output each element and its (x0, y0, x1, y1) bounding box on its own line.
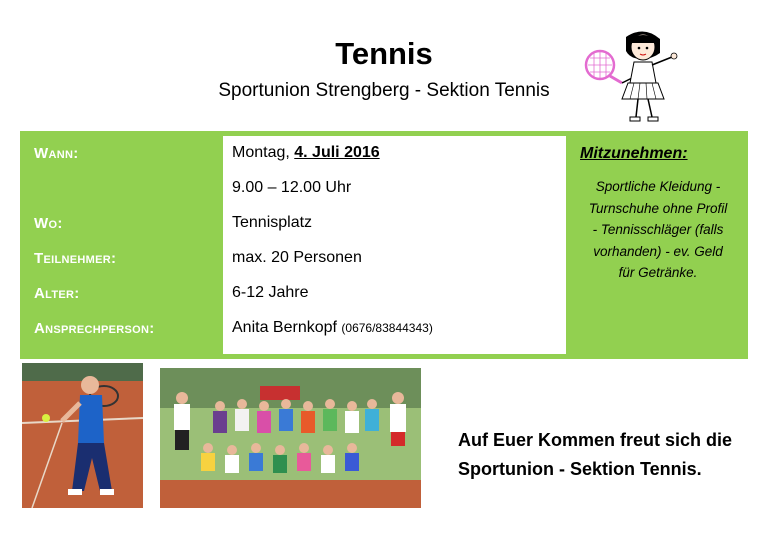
event-date: 4. Juli 2016 (294, 144, 380, 161)
time-value: 9.00 – 12.00 Uhr (232, 179, 352, 196)
group-photo (160, 368, 421, 508)
contact-phone: (0676/83844343) (341, 321, 433, 335)
location-value: Tennisplatz (232, 214, 313, 231)
bring-heading: Mitzunehmen: (580, 145, 688, 162)
boy-tennis-photo (22, 363, 143, 508)
bring-list (572, 176, 744, 284)
participants-value: max. 20 Personen (232, 249, 362, 266)
closing-message (458, 426, 732, 484)
bring-line: für Getränke. (618, 265, 698, 280)
page-title: Tennis (335, 36, 433, 71)
contact-name: Anita Bernkopf (232, 319, 337, 336)
bring-line: Turnschuhe ohne Profil (588, 200, 728, 216)
ansprechperson-label: Ansprechperson: (34, 320, 155, 337)
bring-line: - Tennisschläger (falls (592, 222, 724, 237)
closing-line: Sportunion - Sektion Tennis. (458, 459, 702, 479)
date-value (232, 144, 380, 162)
wann-label: Wann: (34, 145, 79, 162)
age-value: 6-12 Jahre (232, 284, 309, 301)
tennis-girl-illustration (582, 25, 688, 125)
page-subtitle: Sportunion Strengberg - Sektion Tennis (218, 80, 550, 101)
weekday: Montag, (232, 144, 290, 161)
contact-value (232, 319, 433, 337)
closing-line: Auf Euer Kommen freut sich die (458, 430, 733, 450)
wo-label: Wo: (34, 215, 63, 232)
teilnehmer-label: Teilnehmer: (34, 250, 117, 267)
bring-line: Sportliche Kleidung - (595, 179, 721, 194)
bring-line: vorhanden) - ev. Geld (593, 243, 723, 259)
alter-label: Alter: (34, 285, 80, 302)
